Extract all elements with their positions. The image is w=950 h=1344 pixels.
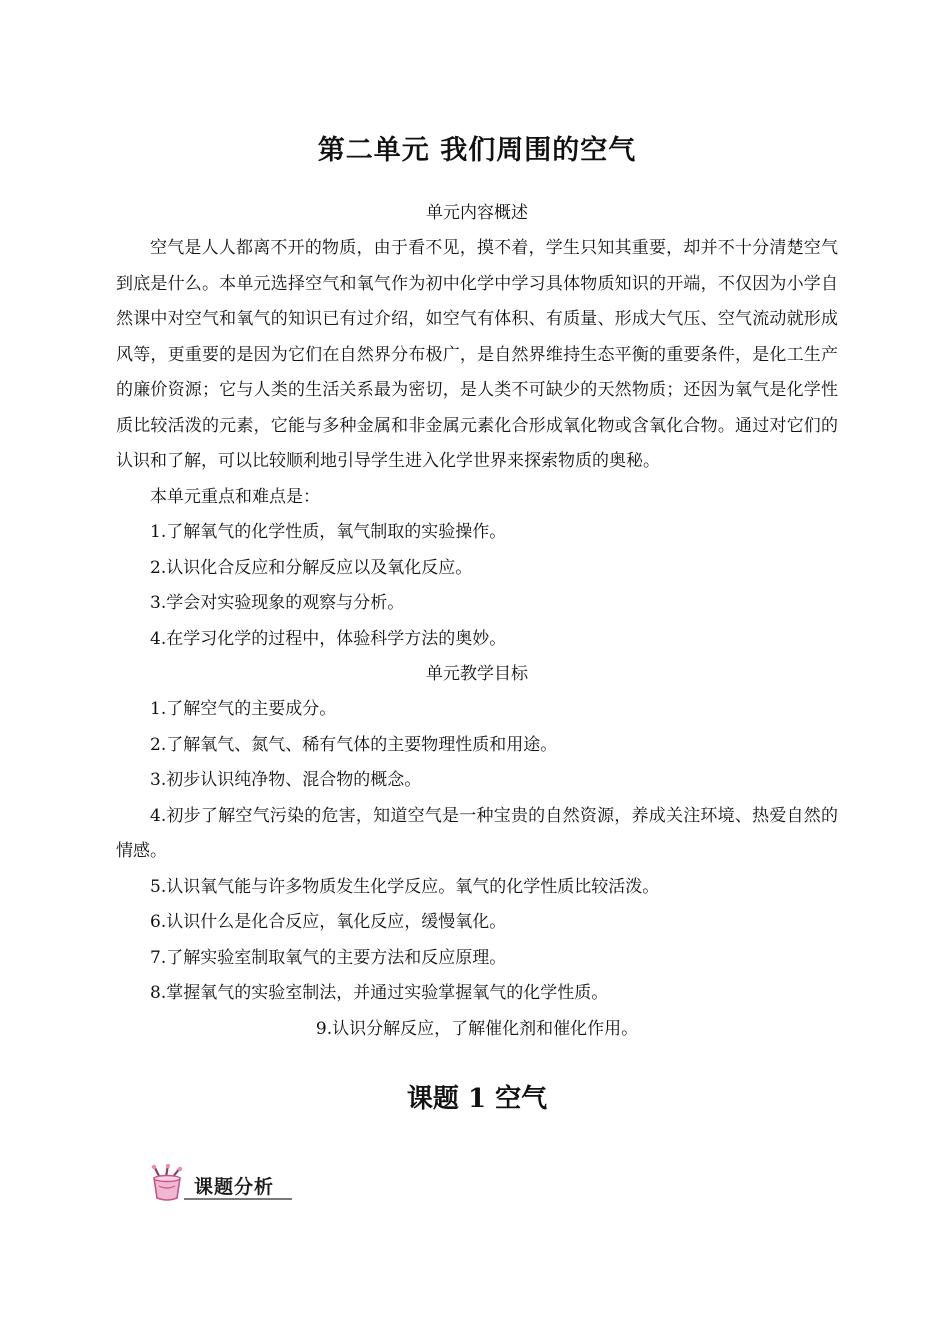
overview-paragraph: 空气是人人都离不开的物质，由于看不见，摸不着，学生只知其重要，却并不十分清楚空气到底是什么。本单元选择空气和氧气作为初中化学中学习具体物质知识的开端，不仅因为小学自然课中对空气和氧气的知识已有过介绍，如空气有体积、有质量、形成大气压、空气流动就形成风等，更重要的是因为它们在自然界分布极广，是自然界维持生态平衡的重要条件，是化工生产的廉价资源；它与人类的生活关系最为密切，是人类不可缺少的天然物质；还因为氧气是化学性质比较活泼的元素，它能与多种金属和非金属元素化合形成氧化物或含氧化合物。通过对它们的认识和了解，可以比较顺利地引导学生进入化学世界来探索物质的奥秘。	[116, 238, 838, 471]
objective-item: 3.初步认识纯净物、混合物的概念。	[150, 770, 422, 790]
objective-item: 5.认识氧气能与许多物质发生化学反应。氧气的化学性质比较活泼。	[150, 876, 660, 897]
objective-item: 7.了解实验室制取氧气的主要方法和反应原理。	[150, 947, 507, 968]
lesson-analysis-badge	[146, 1164, 294, 1204]
badge-label: 课题分析	[194, 1176, 275, 1198]
objective-item: 4.初步了解空气污染的危害，知道空气是一种宝贵的自然资源，养成关注环境、热爱自然的情感。	[116, 805, 838, 861]
objective-item: 9.认识分解反应，了解催化剂和催化作用。	[315, 1018, 639, 1039]
objectives-heading: 单元教学目标	[426, 664, 528, 684]
objective-item: 2.了解氧气、氮气、稀有气体的主要物理性质和用途。	[150, 734, 558, 755]
document-page	[116, 126, 838, 1119]
objective-item: 6.认识什么是化合反应，氧化反应，缓慢氧化。	[150, 912, 507, 932]
objective-item: 1.了解空气的主要成分。	[150, 699, 337, 719]
key-points-intro: 本单元重点和难点是：	[150, 486, 320, 507]
key-point-item: 1.了解氧气的化学性质，氧气制取的实验操作。	[150, 522, 507, 542]
unit-title: 第二单元 我们周围的空气	[317, 135, 637, 166]
objective-item: 8.掌握氧气的实验室制法，并通过实验掌握氧气的化学性质。	[150, 983, 609, 1003]
lesson-title: 课题 1 空气	[406, 1084, 548, 1114]
key-point-item: 3.学会对实验现象的观察与分析。	[150, 593, 405, 613]
key-point-item: 4.在学习化学的过程中，体验科学方法的奥妙。	[150, 628, 507, 649]
key-point-item: 2.认识化合反应和分解反应以及氧化反应。	[150, 557, 473, 578]
overview-heading: 单元内容概述	[426, 203, 528, 223]
